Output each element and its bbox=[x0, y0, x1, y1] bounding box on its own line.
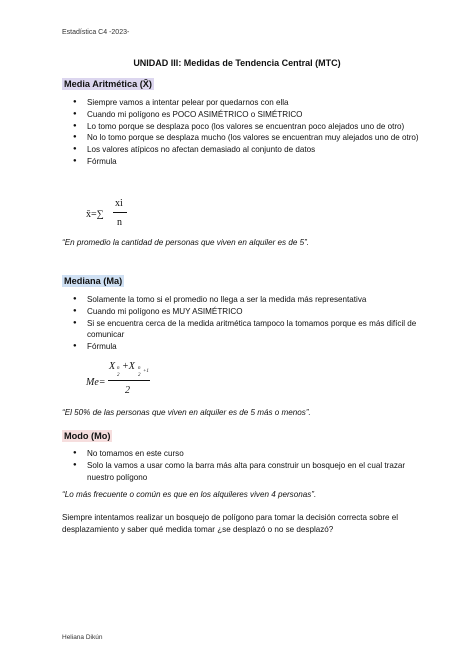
fraction-bar bbox=[108, 380, 150, 381]
page-footer: Heliana Dikún bbox=[62, 634, 103, 641]
median-sub2-bottom: 2 bbox=[138, 373, 141, 378]
median-heading bbox=[62, 276, 124, 286]
mean-formula-numerator: xi bbox=[115, 198, 123, 209]
mean-formula-lhs: x̄=∑ bbox=[86, 209, 104, 220]
median-formula bbox=[86, 360, 166, 400]
median-heading-text: Mediana (Ma) bbox=[64, 276, 123, 286]
median-sub1-top: n bbox=[117, 366, 120, 371]
list-item: ● Fórmula bbox=[62, 156, 422, 168]
list-item: ● No tomamos en este curso bbox=[62, 448, 422, 460]
page-header: Estadística C4 -2023- bbox=[62, 29, 130, 36]
mean-formula bbox=[86, 198, 146, 232]
closing-paragraph: Siempre intentamos realizar un bosquejo de polígono para tomar la decisión correcta sobre el desplazamiento y saber qué medida tomar ¿se desplazó o no se desplazó? bbox=[62, 513, 399, 534]
list-item: ● Cuando mi polígono es MUY ASIMÉTRICO bbox=[62, 306, 422, 318]
list-item: ● Lo tomo porque se desplaza poco (los valores se encuentran poco alejados uno de otro) bbox=[62, 121, 422, 133]
list-item: ● Los valores atípicos no afectan demasiado al conjunto de datos bbox=[62, 144, 422, 156]
list-item: ● Siempre vamos a intentar pelear por quedarnos con ella bbox=[62, 97, 422, 109]
list-item: ● Cuando mi polígono es POCO ASIMÉTRICO o SIMÉTRICO bbox=[62, 109, 422, 121]
list-item: ● Fórmula bbox=[62, 341, 422, 353]
list-item: ● No lo tomo porque se desplaza mucho (los valores se encuentran muy alejados uno de otro) bbox=[62, 132, 422, 144]
mean-quote: “En promedio la cantidad de personas que viven en alquiler es de 5”. bbox=[62, 238, 310, 247]
median-formula-lhs: Me= bbox=[86, 377, 106, 388]
median-sub1-bottom: 2 bbox=[117, 373, 120, 378]
median-formula-denominator: 2 bbox=[125, 385, 130, 396]
median-formula-plus-x2: +X bbox=[122, 361, 135, 372]
median-sub2-extra: +1 bbox=[143, 369, 149, 374]
mean-bullet-list bbox=[62, 97, 422, 168]
list-item: ● Solamente la tomo si el promedio no llega a ser la medida más representativa bbox=[62, 294, 422, 306]
mean-formula-denominator: n bbox=[117, 217, 122, 228]
list-item: ● Si se encuentra cerca de la medida aritmética tampoco la tomamos porque es más difícil de comunicar bbox=[62, 318, 422, 342]
mode-heading bbox=[62, 431, 112, 441]
fraction-bar bbox=[113, 212, 127, 213]
median-formula-x1: X bbox=[109, 361, 116, 372]
mean-heading-text: Media Aritmética (X̄) bbox=[64, 79, 152, 89]
median-sub2-top: n bbox=[138, 366, 141, 371]
mode-heading-text: Modo (Mo) bbox=[64, 431, 111, 441]
median-bullet-list bbox=[62, 294, 422, 353]
mode-quote: “Lo más frecuente o común es que en los alquileres viven 4 personas”. bbox=[62, 490, 317, 499]
unit-title: UNIDAD III: Medidas de Tendencia Central (MTC) bbox=[133, 58, 341, 68]
list-item: ● Solo la vamos a usar como la barra más alta para construir un bosquejo en el cual trazar nuestro polígono bbox=[62, 460, 422, 484]
median-quote: “El 50% de las personas que viven en alquiler es de 5 más o menos”. bbox=[62, 408, 311, 417]
mode-bullet-list bbox=[62, 448, 422, 483]
mean-heading bbox=[62, 79, 154, 89]
